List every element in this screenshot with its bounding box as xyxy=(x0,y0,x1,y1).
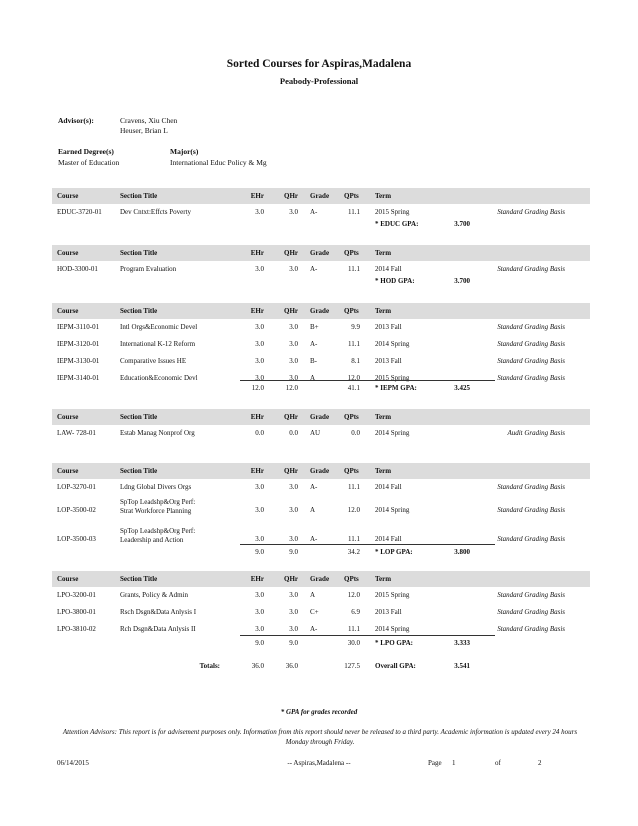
advisor-name-1: Cravens, Xiu Chen xyxy=(120,116,178,125)
earned-hours: 3.0 xyxy=(255,265,264,273)
group-gpa-value: 3.333 xyxy=(454,639,470,647)
earned-hours: 3.0 xyxy=(255,323,264,331)
section-title-line2: Leadership and Action xyxy=(120,536,184,544)
course-code: LOP-3270-01 xyxy=(57,483,96,491)
quality-points: 6.9 xyxy=(351,608,360,616)
quality-hours: 3.0 xyxy=(289,535,298,543)
group-gpa-label: * EDUC GPA: xyxy=(375,220,419,228)
course-code: EDUC-3720-01 xyxy=(57,208,102,216)
header-course: Course xyxy=(57,249,79,257)
overall-gpa-label: Overall GPA: xyxy=(375,662,416,670)
group-gpa-value: 3.700 xyxy=(454,277,470,285)
section-title: Dev Cntxt:Effcts Poverty xyxy=(120,208,192,216)
group-gpa-value: 3.425 xyxy=(454,384,470,392)
footer-date: 06/14/2015 xyxy=(57,759,89,767)
course-code: LPO-3200-01 xyxy=(57,591,96,599)
section-title: SpTop Leadshp&Org Perf: xyxy=(120,498,196,506)
group-gpa-label: * LPO GPA: xyxy=(375,639,413,647)
section-title: Comparative Issues HE xyxy=(120,357,187,365)
earned-degree-label: Earned Degree(s) xyxy=(58,147,114,156)
course-code: HOD-3300-01 xyxy=(57,265,98,273)
grading-basis: Audit Grading Basis xyxy=(507,429,565,437)
term: 2013 Fall xyxy=(375,323,402,331)
grade: A- xyxy=(310,625,318,633)
header-grade: Grade xyxy=(310,575,330,583)
header-section-title: Section Title xyxy=(120,413,158,421)
quality-hours: 3.0 xyxy=(289,506,298,514)
header-ehr: EHr xyxy=(250,192,264,200)
header-qhr: QHr xyxy=(284,413,298,421)
grading-basis: Standard Grading Basis xyxy=(497,608,565,616)
quality-points: 0.0 xyxy=(351,429,360,437)
subtotal-qpts: 30.0 xyxy=(347,639,360,647)
header-section-title: Section Title xyxy=(120,192,158,200)
header-section-title: Section Title xyxy=(120,249,158,257)
quality-hours: 3.0 xyxy=(289,323,298,331)
header-course: Course xyxy=(57,192,79,200)
earned-hours: 3.0 xyxy=(255,608,264,616)
header-term: Term xyxy=(375,249,392,257)
term: 2015 Spring xyxy=(375,591,410,599)
earned-hours: 3.0 xyxy=(255,340,264,348)
grading-basis: Standard Grading Basis xyxy=(497,357,565,365)
advisor-label: Advisor(s): xyxy=(58,116,94,125)
attention-note: Attention Advisors: This report is for advisement purposes only. Information from this report should never be released to a third party. Academic information is updated every 24 hours Monday through Friday. xyxy=(62,728,578,746)
term: 2013 Fall xyxy=(375,357,402,365)
term: 2013 Fall xyxy=(375,608,402,616)
section-title: Rsch Dsgn&Data Anlysis I xyxy=(120,608,197,616)
header-section-title: Section Title xyxy=(120,575,158,583)
grade: A xyxy=(310,374,316,382)
subtotal-qhr: 12.0 xyxy=(285,384,298,392)
grade: B+ xyxy=(310,323,319,331)
grading-basis: Standard Grading Basis xyxy=(497,323,565,331)
quality-hours: 3.0 xyxy=(289,374,298,382)
header-qhr: QHr xyxy=(284,192,298,200)
earned-hours: 3.0 xyxy=(255,625,264,633)
group-gpa-value: 3.700 xyxy=(454,220,470,228)
major: International Educ Policy & Mg xyxy=(170,158,267,167)
section-title: Intl Orgs&Economic Devel xyxy=(120,323,198,331)
quality-hours: 3.0 xyxy=(289,591,298,599)
header-qhr: QHr xyxy=(284,249,298,257)
header-qpts: QPts xyxy=(344,413,359,421)
earned-hours: 3.0 xyxy=(255,208,264,216)
header-section-title: Section Title xyxy=(120,467,158,475)
header-qpts: QPts xyxy=(344,575,359,583)
course-code: IEPM-3120-01 xyxy=(57,340,100,348)
course-code: LPO-3800-01 xyxy=(57,608,96,616)
subtotal-ehr: 9.0 xyxy=(255,639,264,647)
major-label: Major(s) xyxy=(170,147,199,156)
term: 2014 Fall xyxy=(375,265,402,273)
grading-basis: Standard Grading Basis xyxy=(497,535,565,543)
header-grade: Grade xyxy=(310,192,330,200)
term: 2014 Fall xyxy=(375,483,402,491)
course-code: IEPM-3130-01 xyxy=(57,357,100,365)
quality-hours: 3.0 xyxy=(289,340,298,348)
header-course: Course xyxy=(57,575,79,583)
quality-points: 8.1 xyxy=(351,357,360,365)
earned-hours: 3.0 xyxy=(255,506,264,514)
grading-basis: Standard Grading Basis xyxy=(497,374,565,382)
section-title: Rch Dsgn&Data Anlysis II xyxy=(120,625,196,633)
header-course: Course xyxy=(57,413,79,421)
footer-page-number: 1 xyxy=(452,759,456,767)
quality-hours: 3.0 xyxy=(289,608,298,616)
grading-basis: Standard Grading Basis xyxy=(497,340,565,348)
quality-points: 9.9 xyxy=(351,323,360,331)
section-title: Ldng Global Divers Orgs xyxy=(120,483,192,491)
footer-page-label: Page xyxy=(428,759,442,767)
group-gpa-value: 3.800 xyxy=(454,548,470,556)
grading-basis: Standard Grading Basis xyxy=(497,483,565,491)
header-course: Course xyxy=(57,467,79,475)
report-title: Sorted Courses for Aspiras,Madalena xyxy=(226,58,412,70)
overall-gpa-value: 3.541 xyxy=(454,662,470,670)
header-term: Term xyxy=(375,413,392,421)
section-title: Education&Economic Devl xyxy=(120,374,198,382)
course-code: LOP-3500-02 xyxy=(57,506,96,514)
header-grade: Grade xyxy=(310,307,330,315)
subtotal-qpts: 34.2 xyxy=(347,548,360,556)
course-code: LPO-3810-02 xyxy=(57,625,96,633)
section-title-line2: Strat Workforce Planning xyxy=(120,507,192,515)
totals-label: Totals: xyxy=(199,662,220,670)
quality-points: 12.0 xyxy=(347,374,360,382)
grade: A xyxy=(310,591,316,599)
earned-hours: 3.0 xyxy=(255,591,264,599)
total-qpts: 127.5 xyxy=(344,662,360,670)
subtotal-rule xyxy=(240,380,495,381)
grade: A- xyxy=(310,208,318,216)
grading-basis: Standard Grading Basis xyxy=(497,506,565,514)
section-title: International K-12 Reform xyxy=(120,340,196,348)
subtotal-ehr: 12.0 xyxy=(251,384,264,392)
group-gpa-label: * LOP GPA: xyxy=(375,548,413,556)
header-term: Term xyxy=(375,575,392,583)
quality-points: 11.1 xyxy=(348,483,360,491)
quality-hours: 0.0 xyxy=(289,429,298,437)
grading-basis: Standard Grading Basis xyxy=(497,208,565,216)
section-title: Grants, Policy & Admin xyxy=(120,591,189,599)
header-grade: Grade xyxy=(310,467,330,475)
footer-total-pages: 2 xyxy=(538,759,542,767)
grade: A- xyxy=(310,340,318,348)
grade: C+ xyxy=(310,608,319,616)
quality-points: 11.1 xyxy=(348,535,360,543)
subtotal-qhr: 9.0 xyxy=(289,548,298,556)
subtotal-ehr: 9.0 xyxy=(255,548,264,556)
grading-basis: Standard Grading Basis xyxy=(497,625,565,633)
course-code: IEPM-3140-01 xyxy=(57,374,100,382)
earned-degree: Master of Education xyxy=(58,158,120,167)
quality-hours: 3.0 xyxy=(289,483,298,491)
header-ehr: EHr xyxy=(250,413,264,421)
header-term: Term xyxy=(375,307,392,315)
term: 2014 Fall xyxy=(375,535,402,543)
header-term: Term xyxy=(375,192,392,200)
term: 2014 Spring xyxy=(375,625,410,633)
subtotal-qhr: 9.0 xyxy=(289,639,298,647)
grade: A- xyxy=(310,535,318,543)
section-title: Estab Manag Nonprof Org xyxy=(120,429,195,437)
quality-hours: 3.0 xyxy=(289,208,298,216)
grading-basis: Standard Grading Basis xyxy=(497,591,565,599)
header-grade: Grade xyxy=(310,249,330,257)
earned-hours: 0.0 xyxy=(255,429,264,437)
subtotal-rule xyxy=(240,635,495,636)
header-qpts: QPts xyxy=(344,249,359,257)
term: 2015 Spring xyxy=(375,374,410,382)
quality-hours: 3.0 xyxy=(289,265,298,273)
header-ehr: EHr xyxy=(250,575,264,583)
header-qpts: QPts xyxy=(344,467,359,475)
earned-hours: 3.0 xyxy=(255,357,264,365)
header-ehr: EHr xyxy=(250,307,264,315)
header-qhr: QHr xyxy=(284,575,298,583)
grading-basis: Standard Grading Basis xyxy=(497,265,565,273)
earned-hours: 3.0 xyxy=(255,374,264,382)
header-term: Term xyxy=(375,467,392,475)
header-qpts: QPts xyxy=(344,307,359,315)
quality-points: 11.1 xyxy=(348,625,360,633)
term: 2014 Spring xyxy=(375,506,410,514)
header-course: Course xyxy=(57,307,79,315)
quality-points: 11.1 xyxy=(348,340,360,348)
header-ehr: EHr xyxy=(250,467,264,475)
header-ehr: EHr xyxy=(250,249,264,257)
quality-points: 11.1 xyxy=(348,265,360,273)
total-qhr: 36.0 xyxy=(285,662,298,670)
section-title: Program Evaluation xyxy=(120,265,177,273)
footer-of-label: of xyxy=(495,759,501,767)
term: 2014 Spring xyxy=(375,429,410,437)
quality-hours: 3.0 xyxy=(289,625,298,633)
subtotal-rule xyxy=(240,544,495,545)
course-code: IEPM-3110-01 xyxy=(57,323,100,331)
term: 2014 Spring xyxy=(375,340,410,348)
advisor-name-2: Heuser, Brian L xyxy=(120,126,168,135)
quality-hours: 3.0 xyxy=(289,357,298,365)
footer-student-name: -- Aspiras,Madalena -- xyxy=(287,759,351,767)
header-qhr: QHr xyxy=(284,467,298,475)
term: 2015 Spring xyxy=(375,208,410,216)
grade: A- xyxy=(310,483,318,491)
header-qhr: QHr xyxy=(284,307,298,315)
header-qpts: QPts xyxy=(344,192,359,200)
subtotal-qpts: 41.1 xyxy=(347,384,360,392)
quality-points: 11.1 xyxy=(348,208,360,216)
gpa-note: * GPA for grades recorded xyxy=(280,708,358,716)
grade: A xyxy=(310,506,316,514)
total-ehr: 36.0 xyxy=(251,662,264,670)
header-grade: Grade xyxy=(310,413,330,421)
grade: B- xyxy=(310,357,317,365)
group-gpa-label: * IEPM GPA: xyxy=(375,384,417,392)
grade: AU xyxy=(310,429,321,437)
earned-hours: 3.0 xyxy=(255,483,264,491)
grade: A- xyxy=(310,265,318,273)
group-gpa-label: * HOD GPA: xyxy=(375,277,415,285)
quality-points: 12.0 xyxy=(347,591,360,599)
section-title: SpTop Leadshp&Org Perf: xyxy=(120,527,196,535)
report-subtitle: Peabody-Professional xyxy=(279,76,359,86)
course-code: LAW- 728-01 xyxy=(57,429,96,437)
header-section-title: Section Title xyxy=(120,307,158,315)
quality-points: 12.0 xyxy=(347,506,360,514)
earned-hours: 3.0 xyxy=(255,535,264,543)
course-code: LOP-3500-03 xyxy=(57,535,96,543)
